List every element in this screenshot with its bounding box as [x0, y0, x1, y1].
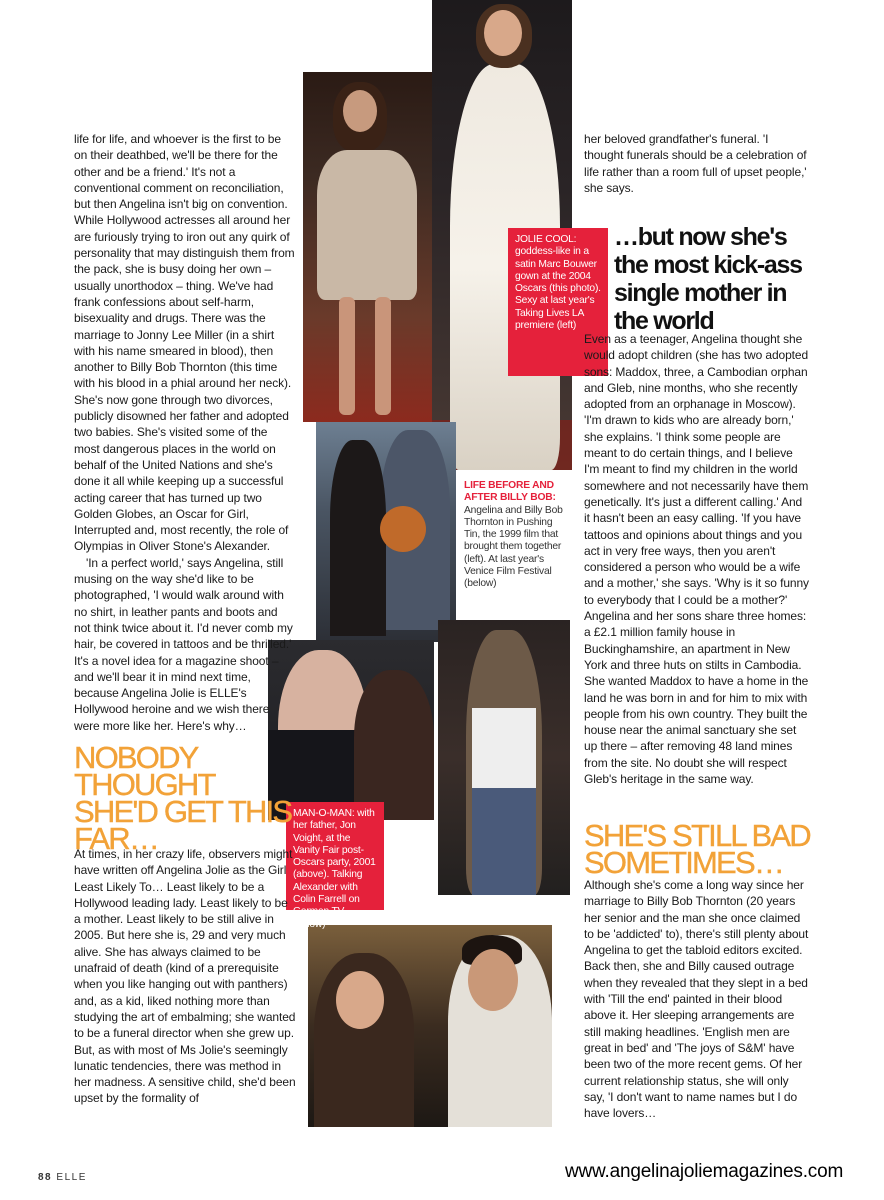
page-number: 88 [38, 1172, 53, 1183]
caption-jolie-cool: JOLIE COOL: goddess-like in a satin Marc Bouwer gown at the 2004 Oscars (this photo). Sexy at last year's Taking Lives LA premiere (left) [508, 228, 608, 376]
figure-shape [336, 971, 384, 1029]
figure-shape [468, 949, 518, 1011]
figure-shape [317, 150, 417, 300]
body-paragraph: life for life, and whoever is the first to be on their deathbed, we'll be there for the other and be a friend.' It's not a conventional comment on reconciliation, but then Angelina isn't big on convention. While Hollywood actresses all around her are furiously trying to iron out any quirk of personality that may distinguish them from the pack, she is busy doing her own – usually unorthodox – thing. We've had frank confessions about self-harm, bisexuality and drugs. There was the marriage to Jonny Lee Miller (in a shirt with his name smeared in blood), then another to Billy Bob Thornton (this time with his blood in a phial around her neck). She's now gone through two divorces, publicly disowned her father and adopted two babies. She's visited some of the most dangerous places in the world on behalf of the United Nations and she's done it all while keeping up a successful acting career that has turned up two Golden Globes, an Oscar for Girl, Interrupted and, most recently, the role of Olympias in Oliver Stone's Alexander. [74, 132, 295, 554]
figure-shape [375, 297, 391, 415]
body-paragraph: At times, in her crazy life, observers might have written off Angelina Jolie as the Girl Least Likely To… Least likely to be a Hollywood leading lady. Least likely to be a mother. Least likely to be still alive in 2005. But here she is, 29 and very much alive. She has always claimed to be unafraid of death (kind of a prerequisite when you like hanging out with panthers) and, as a kid, liked nothing more than studying the art of embalming; she wanted to be a funeral director when she grew up. But, as with most of Ms Jolie's seemingly lunatic tendencies, there was method in her madness. A sensitive child, she'd been upset by the formality of [74, 847, 296, 1106]
figure-shape [472, 788, 536, 895]
page-folio [38, 1172, 87, 1183]
subheading-still-bad: SHE'S STILL BAD SOMETIMES… [584, 818, 810, 880]
caption-before-after [456, 470, 571, 616]
body-column-right-bottom [584, 877, 809, 1121]
body-column-right-middle [584, 331, 809, 787]
photo-taking-lives-premiere [303, 72, 433, 422]
figure-shape [472, 708, 536, 790]
subheading-kick-ass-mother: …but now she's the most kick-ass single mother in the world [614, 223, 802, 335]
body-column-left-lower [74, 846, 296, 1107]
caption-text: Angelina and Billy Bob Thornton in Pushing Tin, the 1999 film that brought them together (left). At last year's Venice Film Festival (below) [464, 504, 563, 590]
body-paragraph: Even as a teenager, Angelina thought she would adopt children (she has two adopted sons: Maddox, three, a Cambodian orphan and Gleb, nine months, who she recently adopted from an orphanage in Moscow). 'I'm drawn to kids who are already born,' she explains. 'I think some people are meant to do certain things, and I believe I'm meant to find my children in the world somewhere and not necessarily have them genetically. It's just a different calling.' And it hasn't been an easy calling. 'If you have tattoos and opinions about things and you act in very free ways, then you aren't considered a person who would be a wife and a mother,' she says. 'Why is it so funny to everybody that I could be a mother?' Angelina and her sons share three homes: a £2.1 million family house in Buckinghamshire, an apartment in New York and three huts on stilts in Cambodia. She wanted Maddox to have a home in the land he was born in and for him to mix with people from his own country. They built the house near the animal sanctuary she set up there – after removing 48 land mines from the site. No doubt she will respect Gleb's heritage in the same way. [584, 332, 809, 787]
figure-shape [343, 90, 377, 132]
photo-with-colin-farrell [308, 925, 552, 1127]
caption-lead: LIFE BEFORE AND AFTER BILLY BOB: [464, 480, 556, 504]
figure-shape [330, 440, 386, 636]
body-column-left [74, 131, 296, 734]
photo-venice-festival [438, 620, 570, 895]
figure-shape [354, 670, 434, 820]
watermark-url: www.angelinajoliemagazines.com [565, 1161, 844, 1182]
magazine-name: ELLE [56, 1172, 87, 1183]
figure-shape [339, 297, 355, 415]
figure-shape [484, 10, 522, 56]
body-paragraph: Although she's come a long way since her marriage to Billy Bob Thornton (20 years her senior and the man she once claimed to be 'addicted' to), there's still plenty about Angelina to get the tabloid editors excited. Back then, she and Billy caused outrage when they revealed that they slept in a bed with 'Till the end' painted in their blood above it. Her sleeping arrangements are still making headlines. 'English men are great in bed' and 'The joys of S&M' have been two of the more recent gems. Of her current relationship status, she will only say, 'I don't want to name names but I do have lovers… [584, 878, 809, 1121]
figure-shape [380, 506, 426, 552]
caption-man-o-man: MAN-O-MAN: with her father, Jon Voight, at the Vanity Fair post-Oscars party, 2001 (above). Talking Alexander with Colin Farrell on German TV (below) [286, 802, 384, 910]
body-column-right-top [584, 131, 809, 196]
body-paragraph: 'In a perfect world,' says Angelina, still musing on the way she'd like to be photographed, 'I would walk around with no shirt, in leather pants and boots and not think twice about it. I'd never comb my hair, be covered in tattoos and be thrilled.' It's a novel idea for a magazine shoot – and we'll bear it in mind next time, because Angelina Jolie is ELLE's Hollywood heroine and we wish there were more like her. Here's why… [74, 555, 293, 733]
body-paragraph: her beloved grandfather's funeral. 'I thought funerals should be a celebration of life rather than a room full of upset people,' she says. [584, 132, 807, 195]
photo-pushing-tin [316, 422, 456, 642]
subheading-nobody-thought: NOBODY THOUGHT SHE'D GET THIS FAR… [74, 740, 292, 856]
